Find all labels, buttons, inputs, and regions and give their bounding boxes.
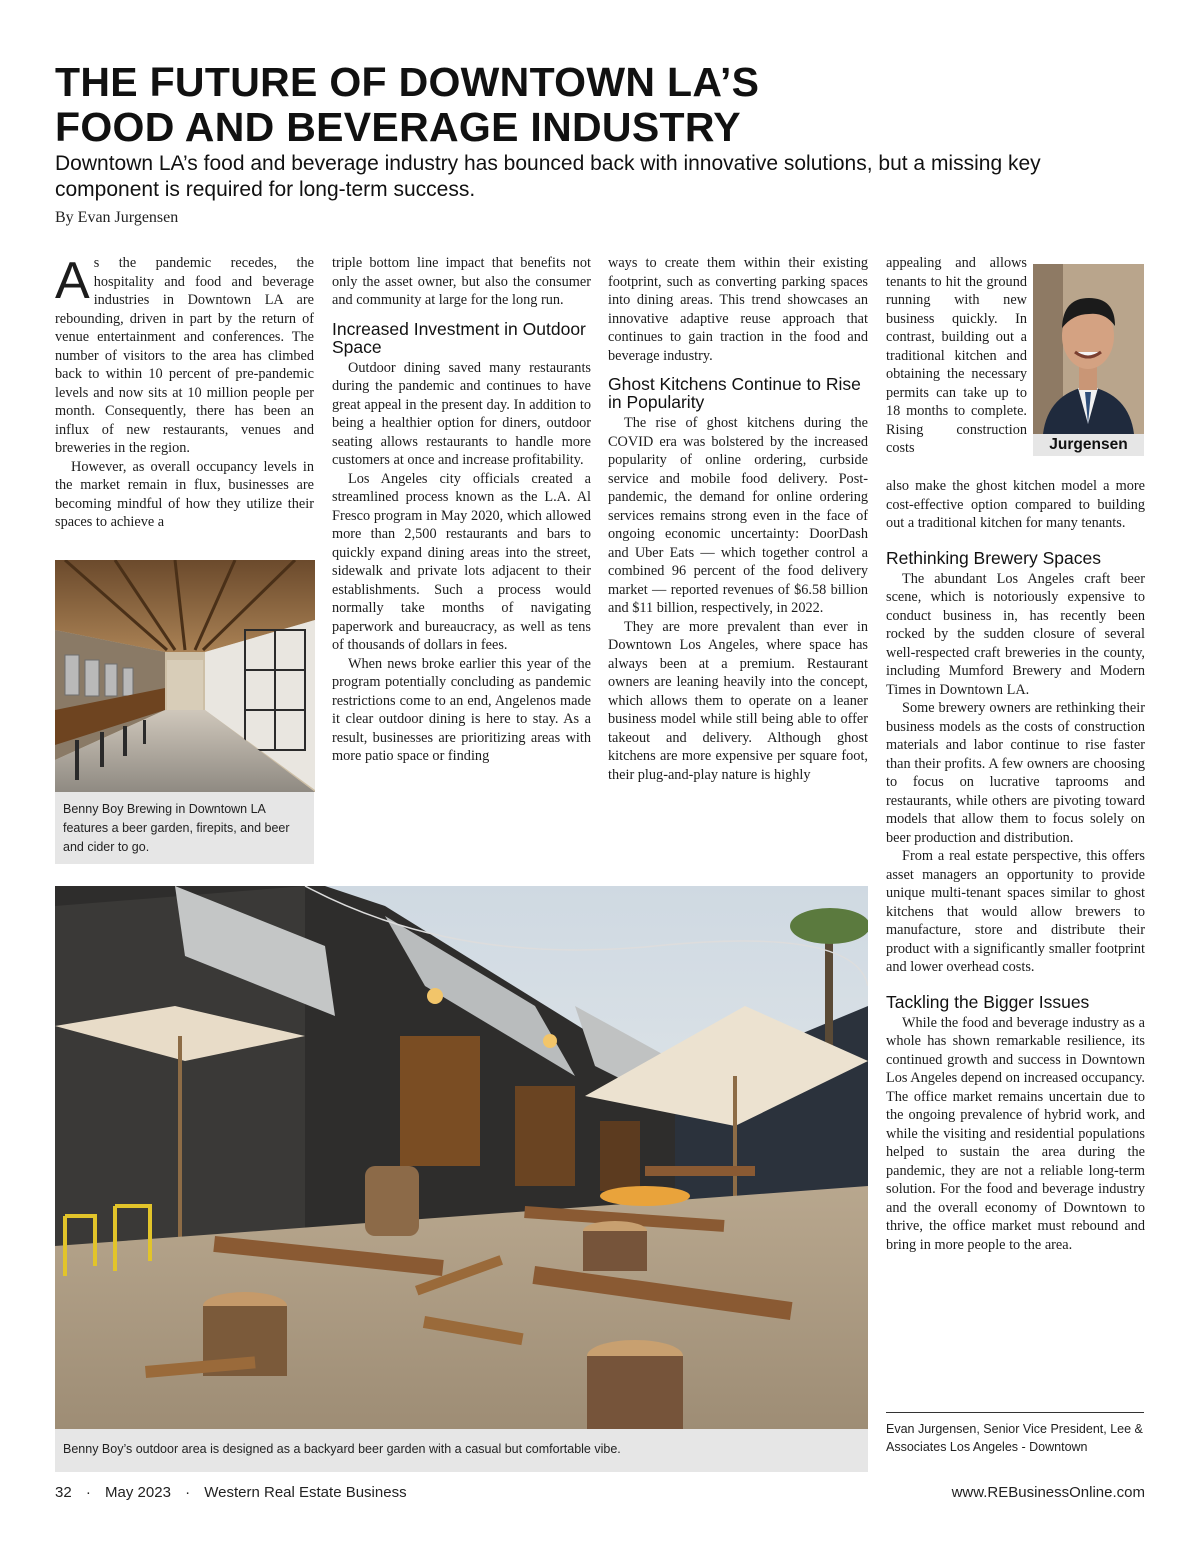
footer-separator: · xyxy=(185,1484,191,1501)
column-4-top xyxy=(886,254,1027,458)
paragraph: Some brewery owners are rethinking their business models as the costs of construction materials and labor continue to rise faster than their profits. A few owners are choosing to focus on lucrative taprooms and restaurants, while others are pivoting toward models that allow them to focus solely on beer production and distribution. xyxy=(886,700,1145,846)
paragraph: However, as overall occupancy levels in the market remain in flux, businesses are becoming mindful of how they utilize their spaces to achieve a xyxy=(55,458,314,530)
byline: By Evan Jurgensen xyxy=(55,209,179,226)
paragraph: ways to create them within their existing footprint, such as converting parking spaces into dining areas. This trend showcases an innovative adaptive reuse approach that continues to gain traction in the food and beverage industry. xyxy=(608,255,868,364)
column-4-bottom xyxy=(886,477,1145,1254)
section-heading: Tackling the Bigger Issues xyxy=(886,991,1090,1012)
paragraph: The abundant Los Angeles craft beer scene, which is notoriously expensive to conduct business in, has recently been rocked by the sudden closure of several well-respected craft breweries in the county, including Mumford Brewery and Modern Times in Downtown LA. xyxy=(886,570,1145,698)
paragraph: As the pandemic recedes, the hospitality and food and beverage industries in Downtown LA are rebounding, driven in part by the return of venue entertainment and conferences. The number of visitors to the area has climbed back to within 10 percent of pre-pandemic levels and now sits at 10 million people per month. Consequently, there has been an influx of new restaurants, venues and breweries in the region. xyxy=(55,252,314,456)
brewery-interior-photo xyxy=(55,560,315,792)
section-heading: Ghost Kitchens Continue to Rise in Popularity xyxy=(608,374,861,412)
title-line-1: THE FUTURE OF DOWNTOWN LA’S xyxy=(55,59,760,105)
headshot-label: Jurgensen xyxy=(1033,434,1144,456)
paragraph: triple bottom line impact that benefits not only the asset owner, but also the consumer and community at large for the long run. xyxy=(332,255,591,308)
column-3 xyxy=(608,254,868,784)
title-line-2: FOOD AND BEVERAGE INDUSTRY xyxy=(55,104,741,150)
section-heading: Rethinking Brewery Spaces xyxy=(886,547,1101,568)
beer-garden-photo xyxy=(55,886,868,1429)
paragraph: also make the ghost kitchen model a more cost-effective option compared to building out a traditional kitchen for many tenants. xyxy=(886,478,1145,531)
article-deck: Downtown LA’s food and beverage industry has bounced back with innovative solutions, but a missing key component is required for long-term success. xyxy=(55,152,1041,201)
website-link[interactable]: www.REBusinessOnline.com xyxy=(951,1484,1145,1501)
bio-divider xyxy=(886,1412,1144,1413)
paragraph: When news broke earlier this year of the program potentially concluding as pandemic restrictions come to an end, Angelenos made it clear outdoor dining is here to stay. As a result, businesses are prioritizing areas with more patio space or finding xyxy=(332,655,591,764)
column-2 xyxy=(332,254,591,766)
paragraph: appealing and allows tenants to hit the ground running with new business quickly. In contrast, building out a traditional kitchen and obtaining the necessary permits can take up to 18 months to complete. Rising construction costs xyxy=(886,255,1027,456)
author-bio: Evan Jurgensen, Senior Vice President, Lee & Associates Los Angeles - Downtown xyxy=(886,1422,1143,1454)
article-title xyxy=(55,60,1055,150)
page-number: 32 xyxy=(55,1484,72,1501)
photo-1-caption: Benny Boy Brewing in Downtown LA features a beer garden, firepits, and beer and cider to go. xyxy=(55,792,314,864)
author-headshot xyxy=(1033,264,1144,456)
paragraph: The rise of ghost kitchens during the COVID era was bolstered by the increased popularity of online ordering, curbside service and mobile food delivery. Post-pandemic, the demand for online ordering services remains strong even in the face of ongoing economic uncertainty: DoorDash and Uber Eats — which together control a combined 96 percent of the food delivery market — reported revenues of $6.58 billion and $11 billion, respectively, in 2022. xyxy=(608,415,868,616)
footer-separator: · xyxy=(85,1484,91,1501)
column-1 xyxy=(55,254,314,532)
paragraph: Los Angeles city officials created a streamlined process known as the L.A. Al Fresco program in May 2020, which allowed more than 2,500 restaurants and bars to quickly expand dining areas into the street, sidewalk and private lots adjacent to their establishments. Such a process would normally take months of navigating paperwork and bureaucracy, as well as tens of thousands of dollars in fees. xyxy=(332,470,591,653)
paragraph: Outdoor dining saved many restaurants during the pandemic and continues to have great appeal in the present day. In addition to being a healthier option for diners, outdoor seating allows restaurants to handle more customers at once and increase profitability. xyxy=(332,359,591,468)
paragraph: While the food and beverage industry as a whole has shown remarkable resilience, its continued growth and success in Downtown Los Angeles depend on increased occupancy. The office market remains uncertain due to the ongoing prevalence of hybrid work, and while the visiting and residential populations helped to sustain the area during the pandemic, they are not a reliable long-term solution. For the food and beverage industry and the overall economy of Downtown to thrive, the office market must rebound and bring in more people to the area. xyxy=(886,1014,1145,1253)
issue-date: May 2023 xyxy=(105,1484,171,1501)
photo-2-caption: Benny Boy’s outdoor area is designed as a backyard beer garden with a casual but comfortable vibe. xyxy=(55,1429,868,1472)
publication-name: Western Real Estate Business xyxy=(204,1484,407,1501)
paragraph: They are more prevalent than ever in Downtown Los Angeles, where space has always been at a premium. Restaurant owners are leaning heavily into the concept, which allows them to operate on a leaner business model while still being able to offer takeout and delivery. Although ghost kitchens are more expensive per square foot, their plug-and-play nature is highly xyxy=(608,618,868,783)
drop-cap: A xyxy=(55,252,90,310)
paragraph: From a real estate perspective, this offers asset managers an opportunity to provide unique multi-tenant spaces similar to ghost kitchens that would allow brewers to manufacture, store and distribute their product with a significantly smaller footprint and lower overhead costs. xyxy=(886,848,1145,975)
page-footer xyxy=(55,1484,407,1501)
section-heading: Increased Investment in Outdoor Space xyxy=(332,318,586,357)
